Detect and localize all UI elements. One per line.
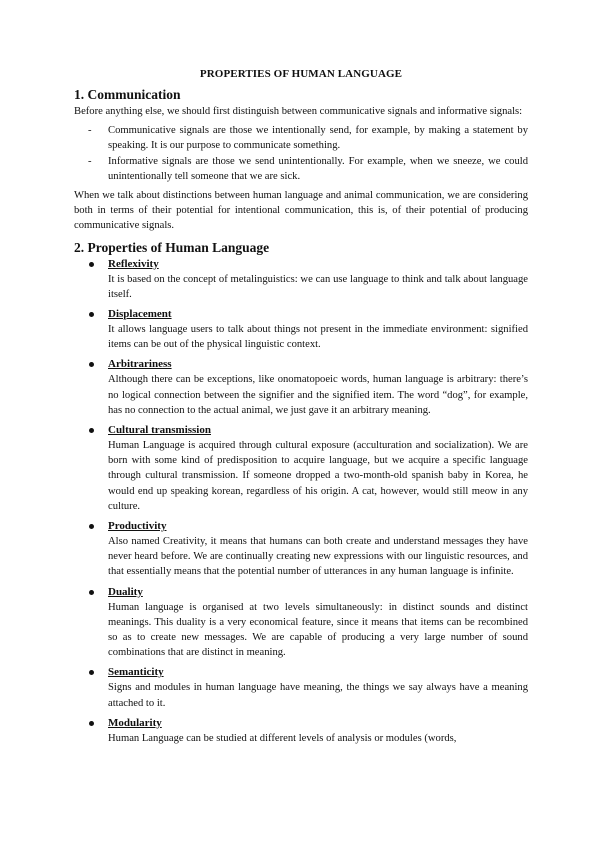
list-item-text: Communicative signals are those we intentionally send, for example, by making a statement by speaking. It is our purpose to communicate something. [108, 125, 528, 152]
property-title: Modularity [108, 716, 162, 729]
property-title: Arbitrariness [108, 358, 172, 371]
section-2-heading: 2. Properties of Human Language [74, 239, 270, 255]
bullet-icon [89, 721, 94, 726]
dash-marker: - [88, 155, 92, 167]
section-1-closing: When we talk about distinctions between human language and animal communication, we are considering both in terms of their potential for intentional communication, this is, of their potential of producing communicative signals. [74, 190, 528, 232]
page-title: PROPERTIES OF HUMAN LANGUAGE [199, 68, 403, 80]
bullet-icon [89, 312, 94, 317]
property-text: Signs and modules in human language have meaning, the things we say always have a meaning attached to it. [108, 682, 528, 709]
property-text: Human language is organised at two levels simultaneously: in distinct sounds and distinct meanings. This duality is a very economical feature, since it means that items can be recombined so as to create new messages. We are capable of producing a very large number of sound combinations that are distinct in meaning. [108, 601, 528, 659]
bullet-icon [89, 428, 94, 433]
document-page [74, 68, 528, 751]
property-cultural-transmission [74, 423, 528, 514]
property-duality [74, 585, 528, 661]
property-title: Productivity [108, 520, 167, 533]
property-modularity [74, 716, 528, 746]
property-title: Displacement [108, 308, 172, 321]
bullet-icon [89, 362, 94, 367]
property-text: Human Language can be studied at different levels of analysis or modules (words, [108, 732, 457, 744]
bullet-icon [89, 262, 94, 267]
property-semanticity [74, 665, 528, 710]
property-reflexivity [74, 257, 528, 302]
section-1-heading: 1. Communication [74, 87, 181, 102]
property-text: Although there can be exceptions, like onomatopoeic words, human language is arbitrary: there’s no logical connection between the signifier and the signified item. The word “dog”, for example, has no connection to the actual animal, we just gave it an arbitrary meaning. [108, 374, 528, 416]
property-title: Reflexivity [108, 257, 159, 270]
property-displacement [74, 307, 528, 352]
list-item [74, 154, 528, 184]
list-item-text: Informative signals are those we send unintentionally. For example, when we sneeze, we could unintentionally tell someone that we are sick. [108, 155, 528, 182]
property-productivity [74, 519, 528, 580]
property-text: Also named Creativity, it means that humans can both create and understand messages they have never heard before. We are continually creating new expressions with our linguistic resources, and that essentially means that the potential number of utterances in any human language is infinite. [108, 536, 528, 578]
list-item [74, 123, 528, 153]
property-title: Cultural transmission [108, 424, 211, 437]
property-text: Human Language is acquired through cultural exposure (acculturation and socialization). We are born with some kind of predisposition to acquire language, but we acquire a specific language through cultural transmission. If someone dropped a two-month-old spanish baby in Korea, he would end up speaking korean, regardless of his origin. A cat, however, would still meow in any culture. [108, 440, 528, 512]
bullet-icon [89, 590, 94, 595]
signal-types-list [74, 123, 528, 184]
bullet-icon [89, 524, 94, 529]
property-title: Semanticity [108, 666, 164, 679]
property-text: It is based on the concept of metalinguistics: we can use language to think and talk about language itself. [108, 273, 528, 300]
section-1-intro: Before anything else, we should first distinguish between communicative signals and informative signals: [74, 106, 523, 117]
bullet-icon [89, 670, 94, 675]
property-arbitrariness [74, 357, 528, 418]
dash-marker: - [88, 125, 92, 137]
property-title: Duality [108, 585, 143, 598]
property-text: It allows language users to talk about things not present in the immediate environment: signified items can be out of the physical linguistic context. [108, 324, 528, 351]
